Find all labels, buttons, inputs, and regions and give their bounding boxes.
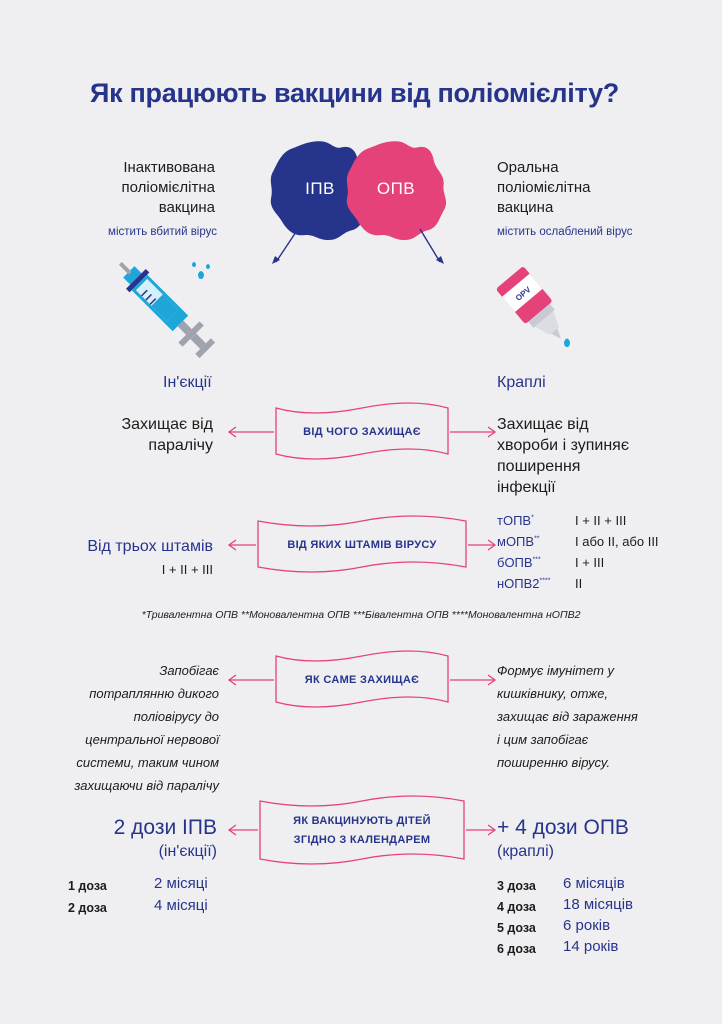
- dose-row: [497, 898, 677, 919]
- opv-subtitle: містить ослаблений вірус: [497, 226, 633, 238]
- opv-protects-from-line: Захищає від: [497, 416, 589, 433]
- strain-value: II: [575, 576, 583, 591]
- ipv-name-line: поліомієлітна: [121, 179, 215, 196]
- bottle-label: OPV: [513, 285, 533, 303]
- syringe-icon: [112, 258, 222, 362]
- opv-doses: [497, 877, 677, 961]
- opv-how-line: Формує імунітет у: [497, 663, 615, 678]
- dose-label: 1 доза: [68, 879, 107, 893]
- strain-value: I + III: [575, 555, 605, 570]
- ipv-protects-from-line: Захищає від: [121, 416, 213, 433]
- ipv-strains-title: Від трьох штамів: [87, 538, 213, 555]
- dose-value: 4 місяці: [154, 897, 208, 914]
- opv-name-line: Оральна: [497, 159, 559, 176]
- banner-how-protects-text: ЯК САМЕ ЗАХИЩАЄ: [304, 674, 420, 686]
- page-title: Як працюють вакцини від поліомієліту?: [90, 78, 619, 108]
- vaccine-badges: [262, 136, 458, 266]
- dose-value: 2 місяці: [154, 875, 208, 892]
- dose-value: 18 місяців: [563, 896, 634, 913]
- ipv-how-protects: [74, 659, 219, 797]
- strain-value: I + II + III: [575, 513, 627, 528]
- ipv-how-line: центральної нервової: [85, 732, 219, 747]
- banner-protects-from-text: ВІД ЧОГО ЗАХИЩАЄ: [303, 426, 421, 438]
- strain-mark: ***: [532, 556, 541, 564]
- dose-value: 6 місяців: [563, 875, 625, 892]
- opv-route: Краплі: [497, 374, 546, 391]
- strain-name: тОПВ: [497, 513, 532, 528]
- strain-row: [497, 576, 697, 597]
- ipv-badge: ІПВ: [305, 179, 335, 198]
- dose-label: 6 доза: [497, 942, 536, 956]
- ipv-name: [122, 158, 215, 218]
- banner-schedule-line: ЗГІДНО З КАЛЕНДАРЕМ: [293, 834, 431, 846]
- ipv-name-line: Інактивована: [123, 159, 215, 176]
- dropper-bottle-icon: [490, 262, 580, 362]
- dose-label: 5 доза: [497, 921, 536, 935]
- ipv-how-line: потраплянню дикого: [89, 686, 219, 701]
- dose-row: [68, 877, 228, 899]
- dose-label: 2 доза: [68, 901, 107, 915]
- opv-how-protects: [497, 659, 638, 774]
- dose-row: [68, 899, 228, 921]
- opv-how-line: захищає від зараження: [497, 709, 638, 724]
- opv-protects-from: [497, 414, 629, 498]
- opv-protects-from-line: поширення: [497, 458, 581, 475]
- strain-row: [497, 555, 697, 576]
- strain-name: бОПВ: [497, 555, 533, 570]
- strain-name: мОПВ: [497, 534, 535, 549]
- dose-label: 4 доза: [497, 900, 536, 914]
- opv-protects-from-line: хвороби і зупиняє: [497, 437, 629, 454]
- opv-how-line: і цим запобігає: [497, 732, 589, 747]
- strain-value: I або II, або III: [575, 534, 659, 549]
- ipv-how-line: захищаючи від паралічу: [74, 778, 219, 793]
- opv-how-line: поширенню вірусу.: [497, 755, 611, 770]
- banner-schedule-line: ЯК ВАКЦИНУЮТЬ ДІТЕЙ: [293, 815, 431, 827]
- strain-name: нОПВ2: [497, 576, 540, 591]
- ipv-subtitle: містить вбитий вірус: [108, 226, 217, 238]
- strain-row: [497, 534, 697, 555]
- ipv-doses: [68, 877, 228, 921]
- opv-name: [497, 158, 590, 218]
- ipv-how-line: Запобігає: [159, 663, 219, 678]
- dose-row: [497, 940, 677, 961]
- ipv-route: Ін'єкції: [163, 374, 212, 391]
- opv-arrow: [420, 229, 440, 262]
- opv-badge: ОПВ: [376, 179, 416, 198]
- dose-value: 14 років: [563, 938, 619, 955]
- ipv-name-line: вакцина: [158, 199, 215, 216]
- strain-mark: **: [534, 535, 540, 543]
- dose-row: [497, 919, 677, 940]
- ipv-arrow: [276, 229, 298, 262]
- ipv-schedule-sub: (ін'єкції): [158, 843, 217, 860]
- opv-protects-from-line: інфекції: [497, 479, 556, 496]
- banner-strains-text: ВІД ЯКИХ ШТАМІВ ВІРУСУ: [287, 539, 437, 551]
- strains-footnote: *Тривалентна ОПВ **Моновалентна ОПВ ***Бівалентна ОПВ ****Моновалентна нОПВ2: [141, 609, 581, 621]
- ipv-protects-from: [121, 414, 213, 456]
- dose-value: 6 років: [563, 917, 611, 934]
- opv-how-line: кишківнику, отже,: [497, 686, 609, 701]
- opv-name-line: вакцина: [497, 199, 554, 216]
- ipv-schedule-title: 2 дози ІПВ: [113, 816, 217, 839]
- strain-mark: ****: [539, 577, 551, 585]
- dose-label: 3 доза: [497, 879, 536, 893]
- ipv-how-line: системи, таким чином: [76, 755, 219, 770]
- dose-row: [497, 877, 677, 898]
- opv-strains-table: [497, 513, 697, 597]
- opv-name-line: поліомієлітна: [497, 179, 591, 196]
- banner-schedule-text: [262, 812, 462, 850]
- ipv-how-line: поліовірусу до: [133, 709, 219, 724]
- strain-mark: *: [531, 514, 534, 522]
- ipv-strains-value: I + II + III: [161, 562, 213, 577]
- opv-schedule-sub: (краплі): [497, 843, 555, 860]
- ipv-protects-from-line: паралічу: [148, 437, 213, 454]
- strain-row: [497, 513, 697, 534]
- opv-schedule-title: + 4 дози ОПВ: [497, 816, 629, 839]
